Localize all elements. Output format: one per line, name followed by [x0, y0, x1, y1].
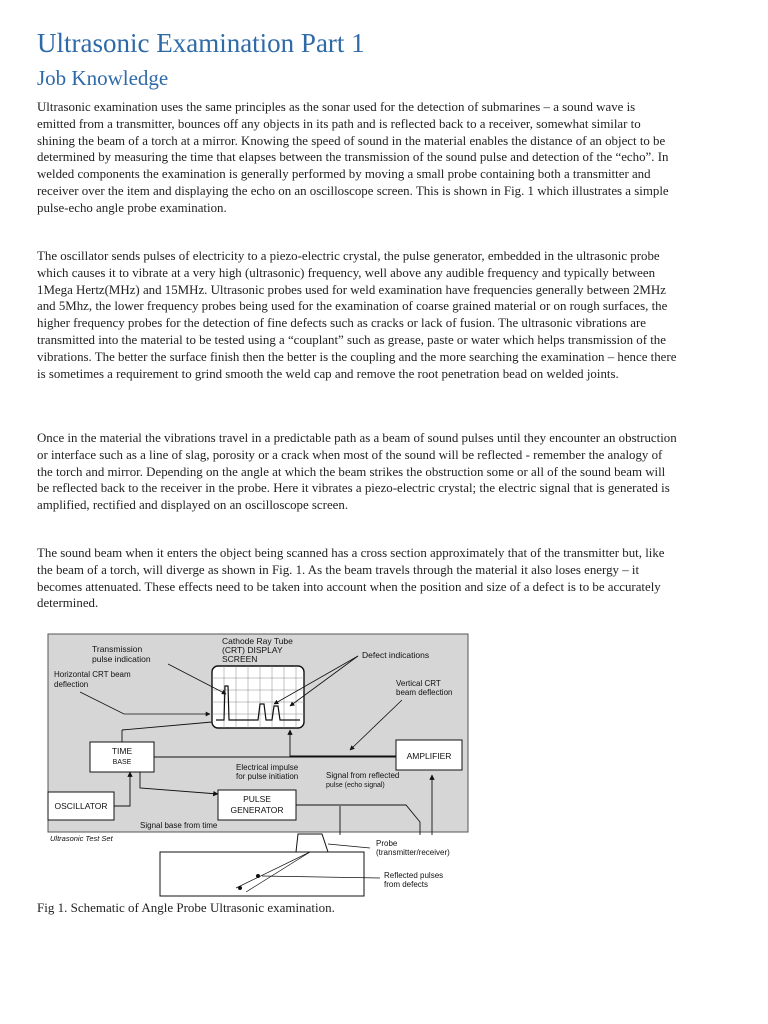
label-signal-reflected: Signal from reflected pulse (echo signal): [326, 771, 400, 789]
label-test-set: Ultrasonic Test Set: [50, 834, 113, 843]
section-heading: Job Knowledge: [37, 66, 169, 90]
paragraph-2: The oscillator sends pulses of electricity to a piezo-electric crystal, the pulse generator, embedded in the ultrasonic probe which causes it to vibrate at a very high (ultrasonic) frequency, well above any audible frequency and typically between 1Mega Hertz(MHz) and 15MHz. Ultrasonic probes used for weld examination have frequencies generally between 2MHz and 5Mhz, the lower frequency probes being used for the examination of coarse grained material or on rough surfaces, the higher frequency probes for the detection of fine defects such as cracks or lack of fusion. The ultrasonic vibrations are transmitted into the material to be tested using a “couplant” such as grease, paste or water which helps transmission of the vibrations. The better the surface finish then the better is the coupling and the more searching the examination – hence there is sometimes a requirement to grind smooth the weld cap and remove the root penetration bead on welded joints.: [37, 249, 677, 381]
label-time-base: TIME BASE: [111, 746, 133, 766]
defect-2: [238, 886, 242, 890]
label-horizontal: Horizontal CRT beam deflection: [54, 670, 131, 689]
label-crt: Cathode Ray Tube (CRT) DISPLAY SCREEN: [222, 636, 293, 664]
paragraph-4: The sound beam when it enters the object being scanned has a cross section approximately that of the transmitter but, like the beam of a torch, will diverge as shown in Fig. 1. As the beam travels through the material it also loses energy – it becomes attenuated. These effects need to be taken into account when the position and size of a defect is to be accurately determined.: [37, 546, 665, 611]
label-transmission: Transmission pulse indication: [92, 644, 151, 664]
paragraph-3: Once in the material the vibrations travel in a predictable path as a beam of sound pulses until they encounter an obstruction or interface such as a line of slag, porosity or a crack when most of the sound will be reflected - remember the analogy of the torch and mirror. Depending on the angle at which the beam strikes the obstruction some or all of the sound beam will be reflected back to the receiver in the probe. Here it vibrates a piezo-electric crystal; the electric signal that is generated is amplified, rectified and displayed on an oscilloscope screen.: [37, 431, 677, 513]
label-electrical-impulse: Electrical impulse for pulse initiation: [236, 763, 299, 781]
ultrasonic-schematic-figure: [40, 630, 470, 900]
label-signal-base: Signal base from time: [140, 821, 218, 830]
paragraph-1: Ultrasonic examination uses the same principles as the sonar used for the detection of submarines – a sound wave is emitted from a transmitter, bounces off any objects in its path and is reflected back to a receiver, somewhat similar to shining the beam of a torch at a mirror. Knowing the speed of sound in the material enables the distance of an object to be determined by measuring the time that elapses between the transmission of the sound pulse and detection of the “echo”. In welded components the examination is generally performed by moving a small probe containing both a transmitter and receiver over the item and displaying the echo on an oscilloscope screen. This is shown in Fig. 1 which illustrates a simple pulse-echo angle probe examination.: [37, 100, 669, 215]
label-vertical: Vertical CRT beam deflection: [396, 679, 453, 697]
defect-1: [256, 874, 260, 878]
label-oscillator: OSCILLATOR: [54, 801, 108, 811]
label-defect: Defect indications: [362, 650, 430, 660]
specimen-block: [160, 852, 364, 896]
label-reflected-pulses: Reflected pulses from defects: [384, 871, 444, 889]
probe: [296, 834, 328, 852]
label-probe: Probe (transmitter/receiver): [376, 839, 450, 857]
page-title: Ultrasonic Examination Part 1: [37, 28, 365, 58]
label-pulse-generator: PULSE GENERATOR: [230, 794, 284, 815]
figure-caption: Fig 1. Schematic of Angle Probe Ultrasonic examination.: [37, 900, 335, 915]
label-amplifier: AMPLIFIER: [406, 751, 452, 761]
